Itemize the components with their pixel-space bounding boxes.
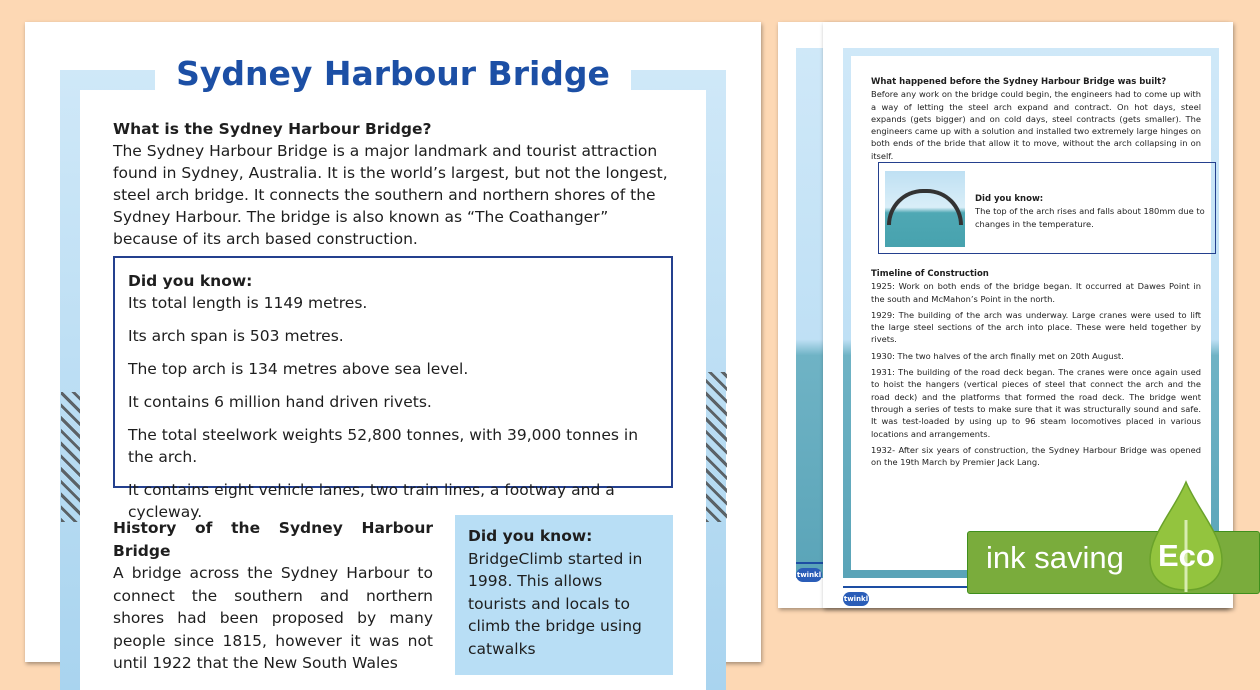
eco-label: Eco xyxy=(1158,538,1215,573)
timeline-entry: 1932- After six years of construction, the Sydney Harbour Bridge was opened on the 19th March by Premier Jack Lang. xyxy=(871,444,1201,468)
timeline-entry: 1929: The building of the arch was underway. Large cranes were used to lift the large steel sections of the arch into place. These were held together by rivets. xyxy=(871,309,1201,345)
section-body: The Sydney Harbour Bridge is a major landmark and tourist attraction found in Sydney, Australia. It is the world’s largest, but not the longest, steel arch bridge. It connects the southern and northern shores of the Sydney Harbour. The bridge is also known as “The Coathanger” because of its arch based construction. xyxy=(113,142,668,248)
box-heading: Did you know: xyxy=(468,527,593,545)
before-section xyxy=(871,76,1201,166)
fact: Its arch span is 503 metres. xyxy=(128,327,344,345)
footer-line xyxy=(796,562,826,564)
fact: It contains eight vehicle lanes, two train lines, a footway and a cycleway. xyxy=(128,481,615,521)
history-section xyxy=(113,517,433,675)
section-heading: What happened before the Sydney Harbour Bridge was built? xyxy=(871,77,1167,87)
bridge-decoration xyxy=(705,372,727,522)
section-body: Before any work on the bridge could begin, the engineers had to come up with a way of letting the steel arch expand and contract. On hot days, steel expands (gets bigger) and on cold days, steel contracts (gets smaller). The engineers came up with a solution and installed two extremely large hinges on both ends of the bride that allow it to move, without the arch collapsing in on itself. xyxy=(871,89,1201,161)
did-you-know-box xyxy=(878,162,1216,254)
leaf-drop-icon xyxy=(1148,480,1224,592)
bridge-photo xyxy=(885,171,965,247)
did-you-know-box-2 xyxy=(455,515,673,675)
twinkl-logo: twinkl xyxy=(843,592,869,606)
ink-saving-label: ink saving xyxy=(986,540,1124,575)
section-heading: What is the Sydney Harbour Bridge? xyxy=(113,120,432,138)
fact: It contains 6 million hand driven rivets. xyxy=(128,393,432,411)
twinkl-logo: twinkl xyxy=(796,568,822,582)
fact: The total steelwork weights 52,800 tonnes, with 39,000 tonnes in the arch. xyxy=(128,426,639,466)
timeline-entry: 1925: Work on both ends of the bridge began. It occurred at Dawes Point in the south and McMahon’s Point in the north. xyxy=(871,281,1201,304)
section-heading: Timeline of Construction xyxy=(871,269,989,279)
timeline-section xyxy=(871,268,1201,472)
fact: Its total length is 1149 metres. xyxy=(128,294,368,312)
box-heading: Did you know: xyxy=(975,194,1044,204)
box-heading: Did you know: xyxy=(128,272,253,290)
section-body: A bridge across the Sydney Harbour to connect the southern and northern shores had been proposed by many people since 1815, however it was not until 1922 that the New South Wales xyxy=(113,564,433,672)
section-heading: History of the Sydney Harbour Bridge xyxy=(113,519,433,560)
page-title: Sydney Harbour Bridge xyxy=(155,54,631,98)
fact: The top arch is 134 metres above sea level. xyxy=(128,360,469,378)
box-body: BridgeClimb started in 1998. This allows tourists and locals to climb the bridge using catwalks xyxy=(468,549,643,658)
timeline-entry: 1931: The building of the road deck began. The cranes were once again used to hoist the hangers (vertical pieces of steel that connect the arch and the road deck) and the platforms that formed the road deck. The bridge went through a series of tests to make sure that it was structurally sound and safe. It was test-loaded by using up to 96 steam locomotives placed in various locations and arrangements. xyxy=(871,367,1201,439)
worksheet-page-1 xyxy=(25,22,761,672)
timeline-entry: 1930: The two halves of the arch finally met on 20th August. xyxy=(871,350,1124,361)
did-you-know-box xyxy=(113,256,673,521)
box-body: The top of the arch rises and falls about 180mm due to changes in the temperature. xyxy=(975,206,1205,229)
what-section xyxy=(113,118,673,250)
